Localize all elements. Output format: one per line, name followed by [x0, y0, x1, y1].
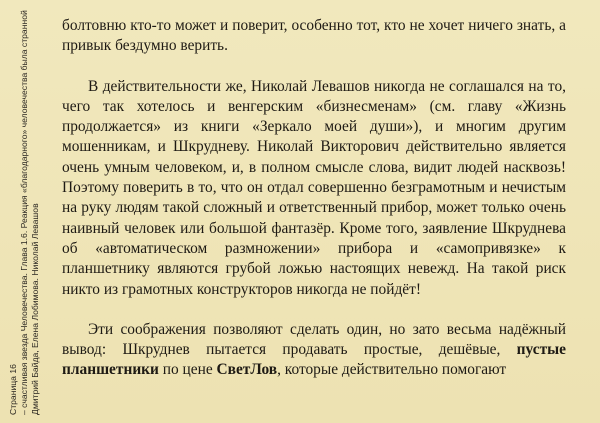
- paragraph-3-mid: по цене: [158, 361, 217, 379]
- caption-page-number: Страница 16: [8, 364, 18, 415]
- bold-term-svetlov: СветЛов: [216, 361, 278, 379]
- paragraph-3: [62, 320, 566, 381]
- paragraph-3-start: Эти соображения позволяют сделать один, но зато весьма надёжный вывод: Шкруднев пытается продавать простые, дешёвые,: [62, 320, 566, 359]
- paragraph-3-end: , которые действительно помогают: [277, 361, 507, 379]
- page-margin-caption: [0, 0, 58, 423]
- body-text: [62, 16, 566, 381]
- caption-authors: Дмитрий Байда, Елена Лобимова. Николай Левашов: [30, 203, 40, 415]
- bold-term-empty-tablets: пустые планшетники: [62, 341, 566, 379]
- paragraph-1: болтовню кто-то может и поверит, особенно тот, кто не хочет ничего знать, а привык бездумно верить.: [62, 17, 566, 55]
- vertical-caption: [8, 10, 41, 415]
- caption-chapter-title: – счастливая звезда Человечества. Глава 1.6. Реакция «благодарного» человечества была странной: [19, 10, 29, 415]
- paragraph-2: В действительности же, Николай Левашов никогда не соглашался на то, чего так хотелось и венгерским «бизнесменам» (см. главу «Жизнь продолжается» из книги «Зеркало моей души»), и многим другим мошенникам, и Шкрудневу. Николай Викторович действительно является очень умным человеком, и, в полном смысле слова, видит людей насквозь! Поэтому поверить в то, что он отдал совершенно безграмотным и нечистым на руку людям такой сложный и ответственный прибор, может только очень наивный человек или большой фантазёр. Кроме того, заявление Шкруднева об «автоматическом размножении» прибора и «самопривязке» к планшетнику являются грубой ложью настоящих невежд. На такой риск никто из грамотных конструкторов никогда не пойдёт!: [62, 77, 566, 298]
